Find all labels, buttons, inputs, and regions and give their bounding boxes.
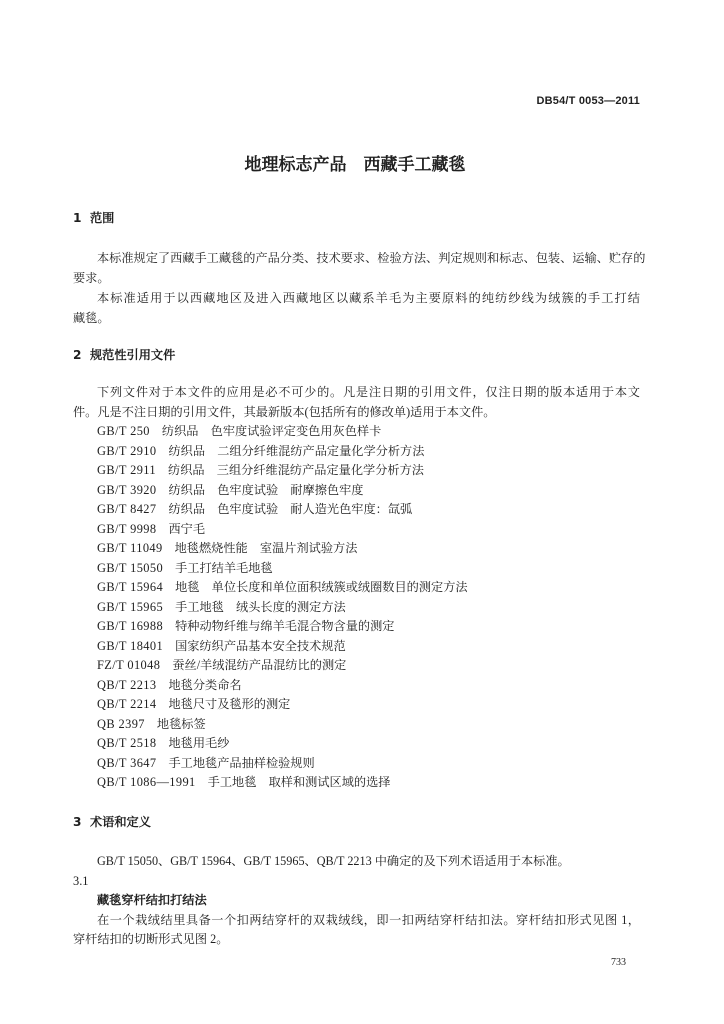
reference-title: 蚕丝/羊绒混纺产品混纺比的测定 <box>172 658 347 672</box>
reference-list <box>73 422 640 793</box>
section-title: 规范性引用文件 <box>90 348 176 362</box>
reference-code: FZ/T 01048 <box>97 658 161 672</box>
reference-item <box>73 734 640 754</box>
paragraph-line: 下列文件对于本文件的应用是必不可少的。凡是注日期的引用文件，仅注日期的版本适用于本文 <box>97 385 640 399</box>
reference-code: GB/T 2910 <box>97 443 157 458</box>
section-body-scope <box>73 248 646 328</box>
reference-code: GB/T 8427 <box>97 502 157 516</box>
section-heading-scope <box>73 208 114 228</box>
reference-title: 纺织品 色牢度试验 耐人造光色牢度：氙弧 <box>168 502 413 516</box>
definition-line: 穿杆结扣的切断形式见图 2。 <box>73 932 229 946</box>
reference-item <box>73 676 640 696</box>
paragraph-line: GB/T 15050、GB/T 15964、GB/T 15965、QB/T 2213 中确定的及下列术语适用于本标准。 <box>97 854 570 868</box>
reference-title: 西宁毛 <box>168 521 206 536</box>
reference-code: GB/T 3920 <box>97 482 157 497</box>
reference-code: GB/T 250 <box>97 424 150 438</box>
reference-title: 国家纺织产品基本安全技术规范 <box>175 638 346 653</box>
reference-title: 手工地毯 绒头长度的测定方法 <box>175 599 346 614</box>
section-heading-terms-definitions <box>73 812 151 832</box>
reference-title: 纺织品 色牢度试验 耐摩擦色牢度 <box>168 482 364 497</box>
reference-item <box>73 559 640 579</box>
reference-item <box>73 461 640 481</box>
reference-title: 地毯分类命名 <box>168 677 242 692</box>
reference-code: GB/T 16988 <box>97 619 164 633</box>
paragraph-line: 件。凡是不注日期的引用文件，其最新版本(包括所有的修改单)适用于本文件。 <box>73 404 496 419</box>
reference-item <box>73 715 640 735</box>
section-body-normative-references <box>73 383 640 793</box>
reference-item <box>73 656 640 676</box>
section-number: 1 <box>73 211 82 225</box>
reference-code: QB/T 2213 <box>97 677 157 692</box>
paragraph-line: 本标准规定了西藏手工藏毯的产品分类、技术要求、检验方法、判定规则和标志、包装、运输、贮存的 <box>97 251 646 265</box>
reference-title: 纺织品 二组分纤维混纺产品定量化学分析方法 <box>168 443 425 458</box>
section-number: 2 <box>73 348 82 362</box>
reference-item <box>73 773 640 793</box>
term-name: 藏毯穿杆结扣打结法 <box>97 893 207 907</box>
reference-code: GB/T 15964 <box>97 580 164 594</box>
reference-title: 地毯尺寸及毯形的测定 <box>168 697 291 711</box>
reference-title: 手工打结羊毛地毯 <box>175 560 273 575</box>
reference-item <box>73 539 640 559</box>
reference-item <box>73 598 640 618</box>
reference-code: GB/T 9998 <box>97 521 157 536</box>
reference-code: GB/T 15965 <box>97 599 164 614</box>
reference-title: 地毯标签 <box>156 716 206 731</box>
reference-code: GB/T 11049 <box>97 541 163 555</box>
reference-item <box>73 637 640 657</box>
reference-item <box>73 481 640 501</box>
reference-code: GB/T 18401 <box>97 638 164 653</box>
reference-title: 地毯用毛纱 <box>168 736 230 750</box>
reference-item <box>73 617 640 637</box>
reference-title: 纺织品 三组分纤维混纺产品定量化学分析方法 <box>168 463 424 477</box>
reference-title: 纺织品 色牢度试验评定变色用灰色样卡 <box>161 424 382 438</box>
reference-code: GB/T 15050 <box>97 560 164 575</box>
reference-code: GB/T 2911 <box>97 463 157 477</box>
section-body-terms-definitions <box>73 852 640 950</box>
paragraph-line: 藏毯。 <box>73 311 110 325</box>
term-number: 3.1 <box>73 873 89 888</box>
reference-title: 手工地毯 取样和测试区域的选择 <box>207 775 391 789</box>
reference-title: 特种动物纤维与绵羊毛混合物含量的测定 <box>175 619 395 633</box>
reference-title: 手工地毯产品抽样检验规则 <box>168 755 315 770</box>
document-title: 地理标志产品 西藏手工藏毯 <box>244 155 466 175</box>
reference-item <box>73 695 640 715</box>
section-title: 术语和定义 <box>90 815 151 829</box>
reference-title: 地毯燃烧性能 室温片剂试验方法 <box>174 541 358 555</box>
reference-code: QB/T 2518 <box>97 736 157 750</box>
paragraph-line: 本标准适用于以西藏地区及进入西藏地区以藏系羊毛为主要原料的纯纺纱线为绒簇的手工打结 <box>97 291 640 305</box>
reference-title: 地毯 单位长度和单位面积绒簇或绒圈数目的测定方法 <box>175 580 468 594</box>
reference-item <box>73 754 640 774</box>
page-number: 733 <box>611 957 626 968</box>
section-heading-normative-references <box>73 345 175 365</box>
reference-code: QB/T 3647 <box>97 755 157 770</box>
reference-code: QB/T 2214 <box>97 697 157 711</box>
reference-code: QB/T 1086—1991 <box>97 775 196 789</box>
reference-item <box>73 442 640 462</box>
reference-item <box>73 520 640 540</box>
standard-code: DB54/T 0053—2011 <box>536 95 640 107</box>
reference-item <box>73 500 640 520</box>
reference-code: QB 2397 <box>97 716 145 731</box>
section-number: 3 <box>73 815 82 829</box>
reference-item <box>73 422 640 442</box>
definition-line: 在一个栽绒结里具备一个扣两结穿杆的双栽绒线，即一扣两结穿杆结扣法。穿杆结扣形式见图 1， <box>97 912 640 927</box>
paragraph-line: 要求。 <box>73 271 110 285</box>
section-title: 范围 <box>90 211 115 225</box>
reference-item <box>73 578 640 598</box>
